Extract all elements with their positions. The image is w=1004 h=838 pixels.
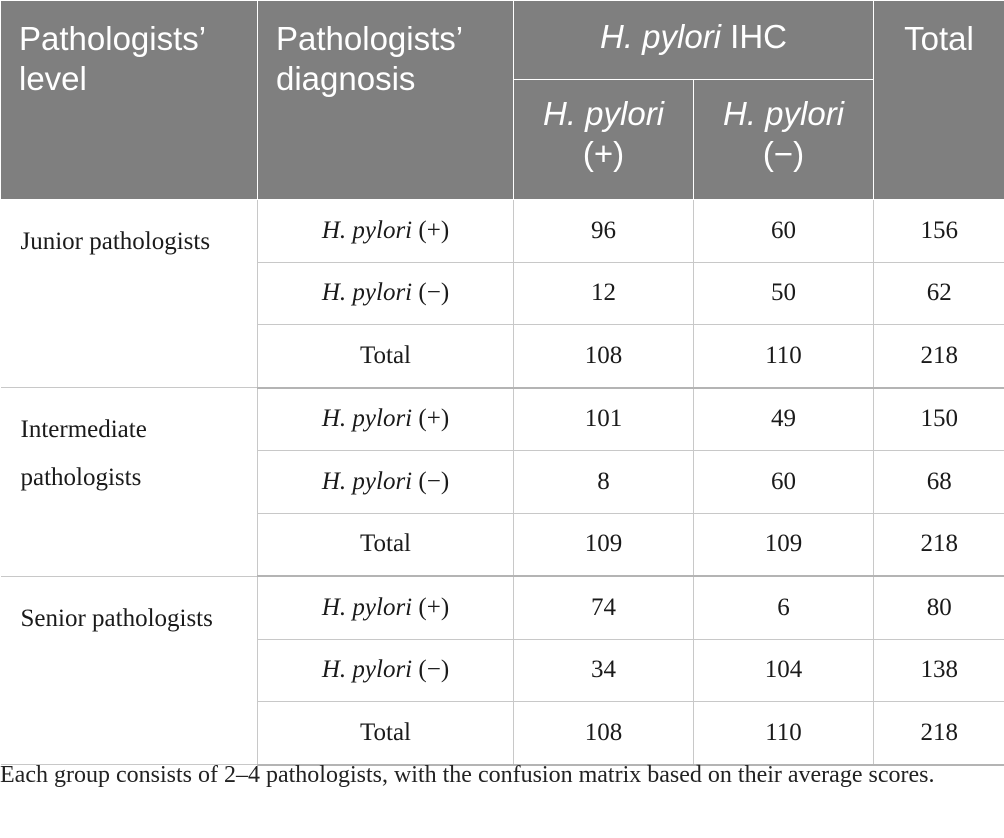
cell-diagnosis-italic: H. pylori [321, 467, 413, 495]
cell-ihc-positive: 8 [514, 451, 694, 514]
table-row [1, 200, 1004, 263]
cell-ihc-negative: 49 [694, 388, 874, 451]
cell-ihc-positive: 74 [514, 576, 694, 639]
cell-diagnosis-italic: H. pylori [321, 405, 413, 433]
cell-ihc-positive: 109 [514, 513, 694, 576]
header-neg-italic: H. pylori [722, 95, 845, 132]
header-neg-rest: (−) [762, 135, 805, 172]
table-body [1, 200, 1004, 765]
header-ihc-rest: IHC [721, 18, 788, 55]
cell-total: 218 [874, 325, 1004, 388]
cell-diagnosis-rest: Total [359, 341, 411, 369]
cell-ihc-positive: 34 [514, 639, 694, 702]
cell-diagnosis [258, 200, 514, 263]
cell-total: 150 [874, 388, 1004, 451]
cell-diagnosis [258, 576, 514, 639]
cell-ihc-positive: 12 [514, 262, 694, 325]
cell-diagnosis [258, 451, 514, 514]
table-row [1, 388, 1004, 451]
cell-diagnosis [258, 639, 514, 702]
cell-total: 138 [874, 639, 1004, 702]
cell-total: 218 [874, 513, 1004, 576]
cell-diagnosis-italic: H. pylori [321, 216, 413, 244]
header-level: Pathologists’ level [1, 1, 258, 200]
cell-ihc-negative: 60 [694, 200, 874, 263]
header-ihc-negative [694, 80, 874, 200]
cell-total: 62 [874, 262, 1004, 325]
cell-diagnosis [258, 513, 514, 576]
cell-diagnosis-rest: Total [359, 530, 411, 558]
cell-diagnosis-italic: H. pylori [321, 279, 413, 307]
cell-diagnosis-italic: H. pylori [321, 593, 413, 621]
cell-ihc-negative: 50 [694, 262, 874, 325]
cell-diagnosis-rest: (−) [412, 656, 450, 684]
cell-ihc-positive: 101 [514, 388, 694, 451]
cell-ihc-negative: 104 [694, 639, 874, 702]
header-ihc-italic: H. pylori [599, 18, 722, 55]
cell-ihc-positive: 108 [514, 702, 694, 765]
header-pos-italic: H. pylori [542, 95, 665, 132]
cell-diagnosis-rest: (−) [412, 279, 450, 307]
cell-ihc-negative: 110 [694, 325, 874, 388]
cell-diagnosis-rest: (+) [412, 593, 450, 621]
cell-diagnosis [258, 262, 514, 325]
cell-diagnosis-rest: (+) [412, 405, 450, 433]
cell-total: 80 [874, 576, 1004, 639]
cell-ihc-positive: 96 [514, 200, 694, 263]
cell-ihc-negative: 6 [694, 576, 874, 639]
header-ihc-positive [514, 80, 694, 200]
cell-ihc-negative: 60 [694, 451, 874, 514]
table-footnote: Each group consists of 2–4 pathologists, with the confusion matrix based on their average scores. [0, 762, 935, 788]
table-header [1, 1, 1004, 200]
cell-diagnosis [258, 325, 514, 388]
header-pos-rest: (+) [582, 135, 625, 172]
cell-total: 68 [874, 451, 1004, 514]
table-row [1, 576, 1004, 639]
cell-ihc-negative: 110 [694, 702, 874, 765]
cell-ihc-positive: 108 [514, 325, 694, 388]
cell-total: 218 [874, 702, 1004, 765]
header-ihc [514, 1, 874, 80]
cell-diagnosis-rest: (+) [412, 216, 450, 244]
cell-diagnosis [258, 388, 514, 451]
cell-level: Junior pathologists [1, 200, 258, 388]
header-row-top [1, 1, 1004, 80]
cell-ihc-negative: 109 [694, 513, 874, 576]
header-diagnosis: Pathologists’ diagnosis [258, 1, 514, 200]
cell-level: Intermediate pathologists [1, 388, 258, 577]
cell-diagnosis-italic: H. pylori [321, 656, 413, 684]
header-total: Total [874, 1, 1004, 200]
cell-diagnosis-rest: (−) [412, 467, 450, 495]
cell-total: 156 [874, 200, 1004, 263]
cell-level: Senior pathologists [1, 576, 258, 765]
cell-diagnosis-rest: Total [359, 718, 411, 746]
